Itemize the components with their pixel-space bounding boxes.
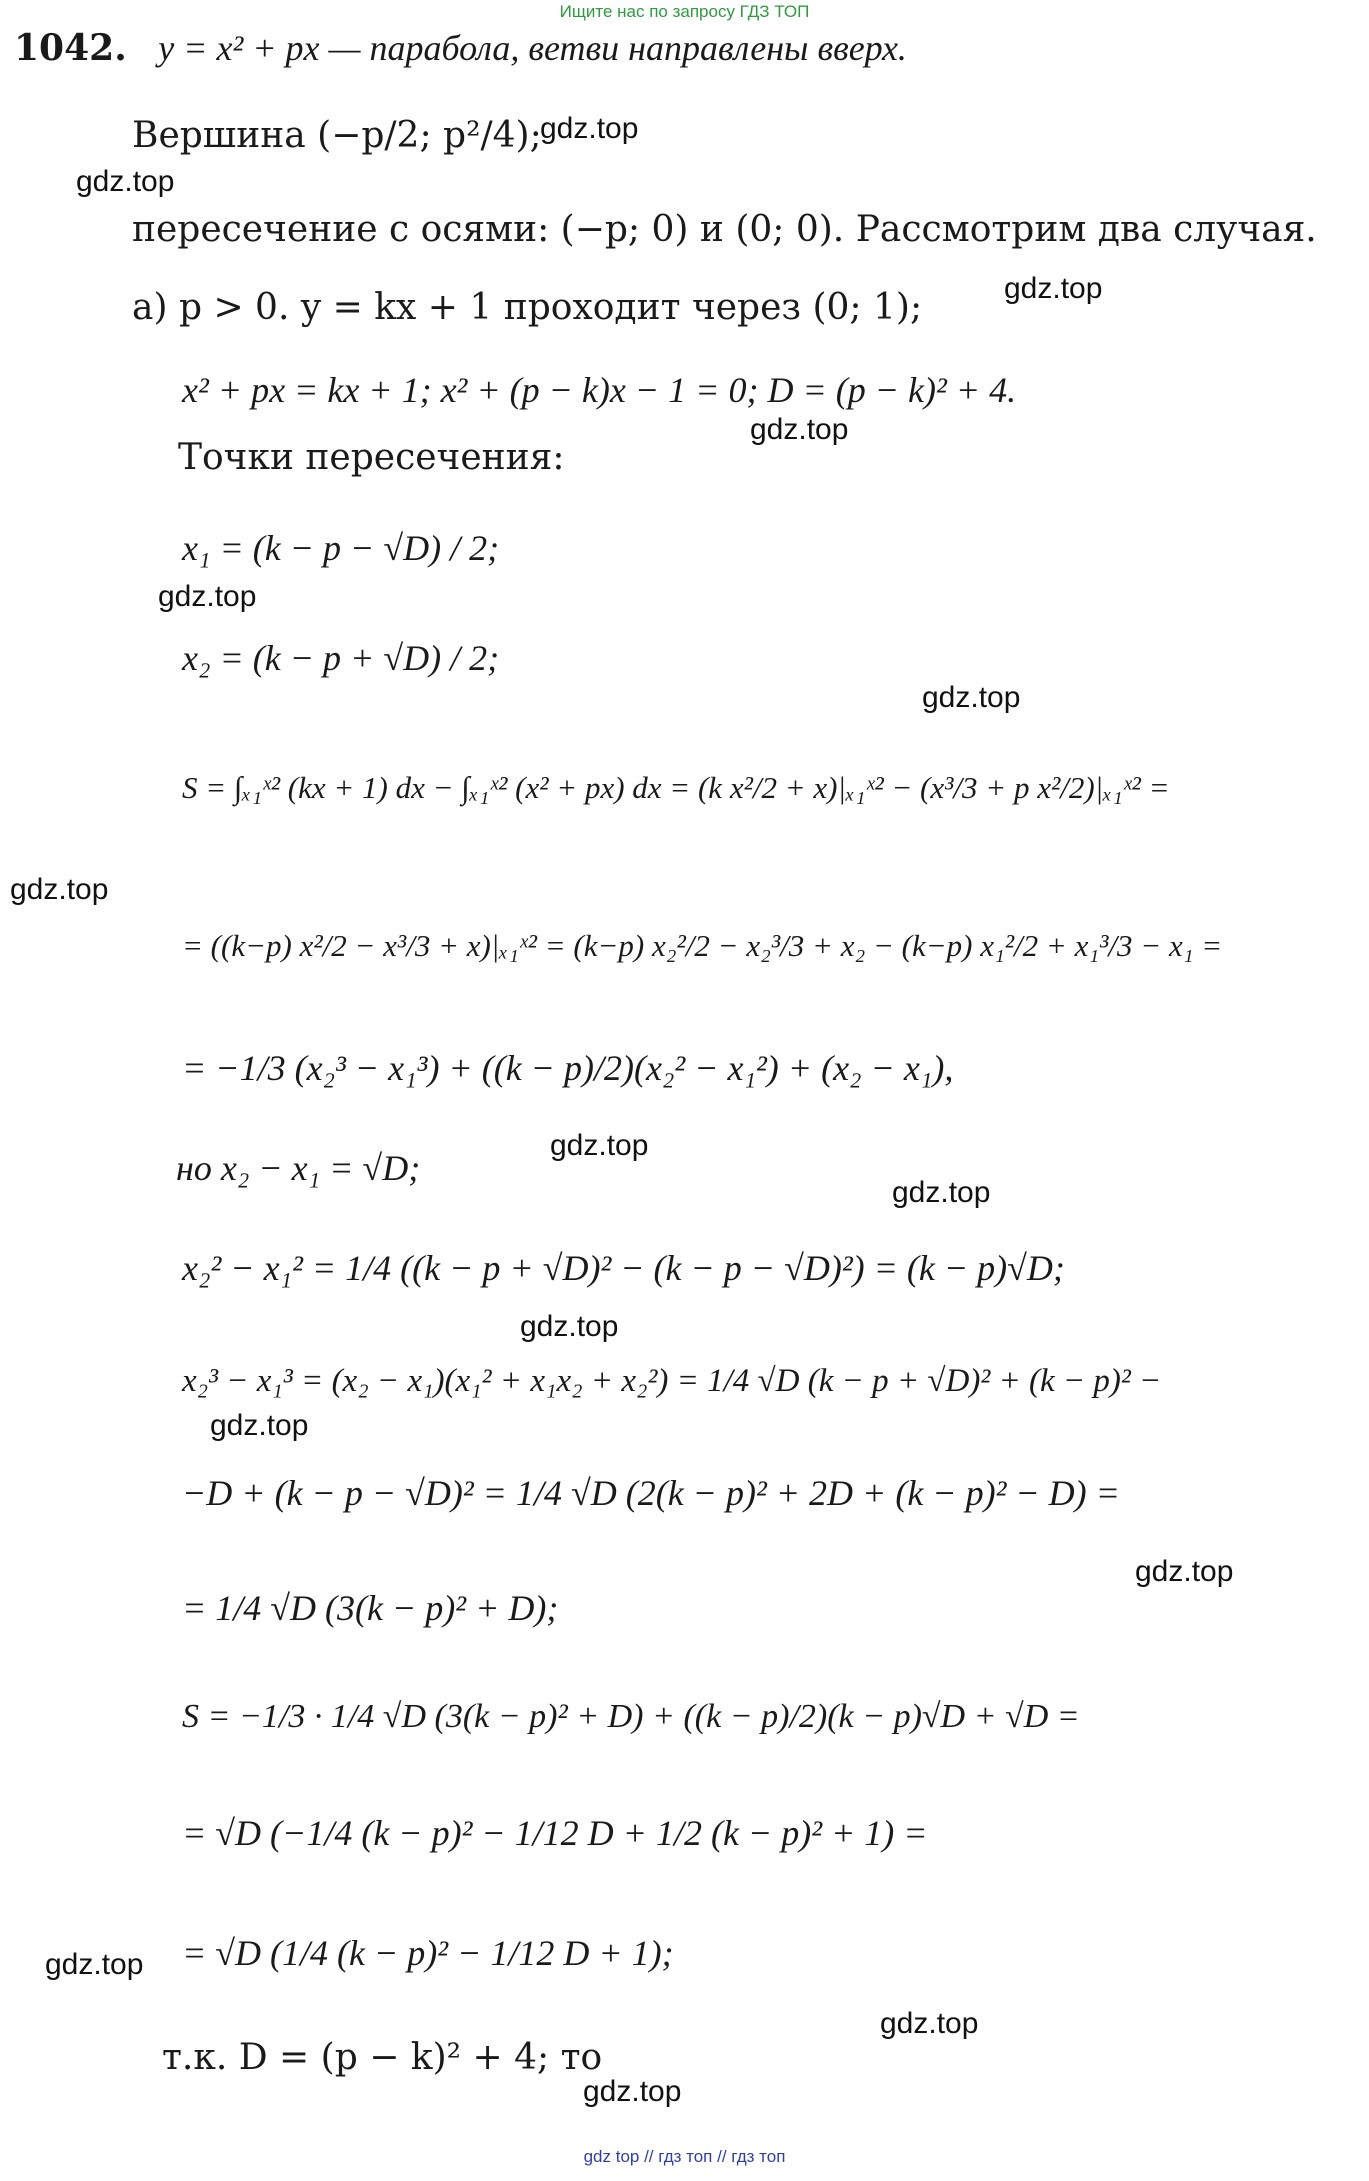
watermark: gdz.top (922, 681, 1021, 714)
problem-line-11: = −1/3 (x₂³ − x₁³) + ((k − p)/2)(x₂² − x₁²) + (x₂ − x₁), (182, 1048, 954, 1088)
watermark: gdz.top (892, 1176, 991, 1209)
problem-line-12: но x₂ − x₁ = √D; (176, 1148, 421, 1188)
problem-line-2: Вершина (−p/2; p²/4); (132, 115, 542, 156)
problem-line-19: = √D (1/4 (k − p)² − 1/12 D + 1); (182, 1933, 674, 1973)
problem-line-8: x₂ = (k − p + √D) / 2; (182, 638, 500, 678)
watermark: gdz.top (583, 2075, 682, 2108)
watermark: gdz.top (45, 1948, 144, 1981)
problem-line-17: S = −1/3 · 1/4 √D (3(k − p)² + D) + ((k − p)/2)(k − p)√D + √D = (182, 1698, 1080, 1735)
footer-banner: gdz top // гдз топ // гдз топ (583, 2147, 786, 2166)
watermark: gdz.top (540, 112, 639, 145)
watermark: gdz.top (10, 873, 109, 906)
problem-line-15: −D + (k − p − √D)² = 1/4 √D (2(k − p)² + 2D + (k − p)² − D) = (182, 1473, 1120, 1513)
search-banner: Ищите нас по запросу ГДЗ ТОП (559, 2, 810, 21)
problem-line-16: = 1/4 √D (3(k − p)² + D); (182, 1588, 559, 1628)
problem-line-10: = ((k−p) x²/2 − x³/3 + x)|ₓ₁ˣ² = (k−p) x₂²/2 − x₂³/3 + x₂ − (k−p) x₁²/2 + x₁³/3 − x₁ = (182, 928, 1223, 963)
watermark: gdz.top (880, 2007, 979, 2040)
problem-line-14: x₂³ − x₁³ = (x₂ − x₁)(x₁² + x₁x₂ + x₂²) = 1/4 √D (k − p + √D)² + (k − p)² − (182, 1363, 1162, 1399)
problem-line-9: S = ∫ₓ₁ˣ² (kx + 1) dx − ∫ₓ₁ˣ² (x² + px) dx = (k x²/2 + x)|ₓ₁ˣ² − (x³/3 + p x²/2)|ₓ₁ˣ² = (182, 770, 1170, 805)
problem-line-3: пересечение с осями: (−p; 0) и (0; 0). Рассмотрим два случая. (132, 209, 1317, 250)
problem-line-20: т.к. D = (p − k)² + 4; то (162, 2037, 603, 2078)
watermark: gdz.top (550, 1129, 649, 1162)
watermark: gdz.top (1135, 1555, 1234, 1588)
problem-number: 1042. (14, 27, 127, 69)
problem-line-13: x₂² − x₁² = 1/4 ((k − p + √D)² − (k − p − √D)²) = (k − p)√D; (182, 1248, 1065, 1288)
problem-line-18: = √D (−1/4 (k − p)² − 1/12 D + 1/2 (k − p)² + 1) = (182, 1813, 928, 1853)
watermark: gdz.top (520, 1310, 619, 1343)
watermark: gdz.top (76, 165, 175, 198)
watermark: gdz.top (210, 1409, 309, 1442)
watermark: gdz.top (750, 413, 849, 446)
problem-line-6: Точки пересечения: (178, 437, 565, 478)
problem-line-5: x² + px = kx + 1; x² + (p − k)x − 1 = 0; D = (p − k)² + 4. (182, 370, 1017, 410)
problem-line-4: а) p > 0. y = kx + 1 проходит через (0; 1); (132, 287, 923, 328)
problem-line-1: y = x² + px — парабола, ветви направлены вверх. (158, 28, 907, 68)
watermark: gdz.top (1004, 272, 1103, 305)
problem-header (14, 27, 907, 69)
problem-line-7: x₁ = (k − p − √D) / 2; (182, 528, 500, 568)
watermark: gdz.top (158, 580, 257, 613)
